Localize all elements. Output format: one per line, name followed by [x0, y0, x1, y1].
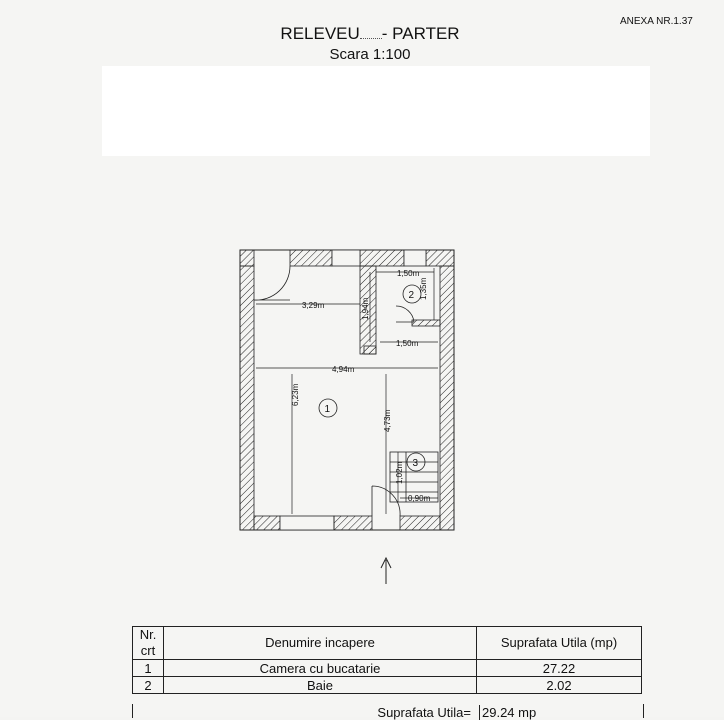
total-value: 29.24 mp	[479, 705, 536, 720]
title-left: RELEVEU	[280, 24, 360, 43]
redacted-area	[102, 66, 650, 156]
dim-label-8: 4,73m	[383, 409, 392, 432]
scale-label: Scara 1:100	[329, 46, 411, 63]
row-name: Baie	[164, 677, 477, 694]
header-area: Suprafata Utila (mp)	[477, 627, 642, 660]
rooms-table	[132, 626, 642, 694]
svg-text:1: 1	[324, 404, 331, 415]
dim-label-5: 1,50m	[396, 339, 419, 348]
dim-label-3: 3,29m	[302, 301, 325, 310]
total-label: Suprafata Utila=	[377, 705, 471, 720]
title-right: - PARTER	[381, 24, 460, 43]
dim-label-1: 1,50m	[397, 269, 420, 278]
table-header-row	[133, 627, 642, 660]
svg-text:2: 2	[408, 290, 415, 301]
room-marker-1	[319, 399, 337, 417]
dim-label-2: 1,35m	[419, 277, 428, 300]
dim-label-9: 1,02m	[395, 461, 404, 484]
row-name: Camera cu bucatarie	[164, 660, 477, 677]
entrance-arrow-icon	[378, 556, 394, 586]
table-row	[133, 677, 642, 694]
row-area: 27.22	[477, 660, 642, 677]
dimension-lines	[256, 268, 438, 514]
svg-text:3: 3	[412, 458, 419, 469]
dim-label-10: 0,90m	[408, 494, 431, 503]
dim-label-4: 1,94m	[361, 297, 370, 320]
row-nr: 1	[133, 660, 164, 677]
row-nr: 2	[133, 677, 164, 694]
header-nr: Nr. crt	[133, 627, 164, 660]
annex-number: ANEXA NR.1.37	[620, 16, 693, 27]
title-blank	[360, 38, 382, 39]
total-area-row	[132, 704, 644, 718]
floor-plan	[236, 246, 460, 536]
dim-label-7: 6,23m	[291, 383, 300, 406]
dim-label-6: 4,94m	[332, 365, 355, 374]
table-row	[133, 660, 642, 677]
row-area: 2.02	[477, 677, 642, 694]
page-title	[240, 24, 500, 44]
header-name: Denumire incapere	[164, 627, 477, 660]
